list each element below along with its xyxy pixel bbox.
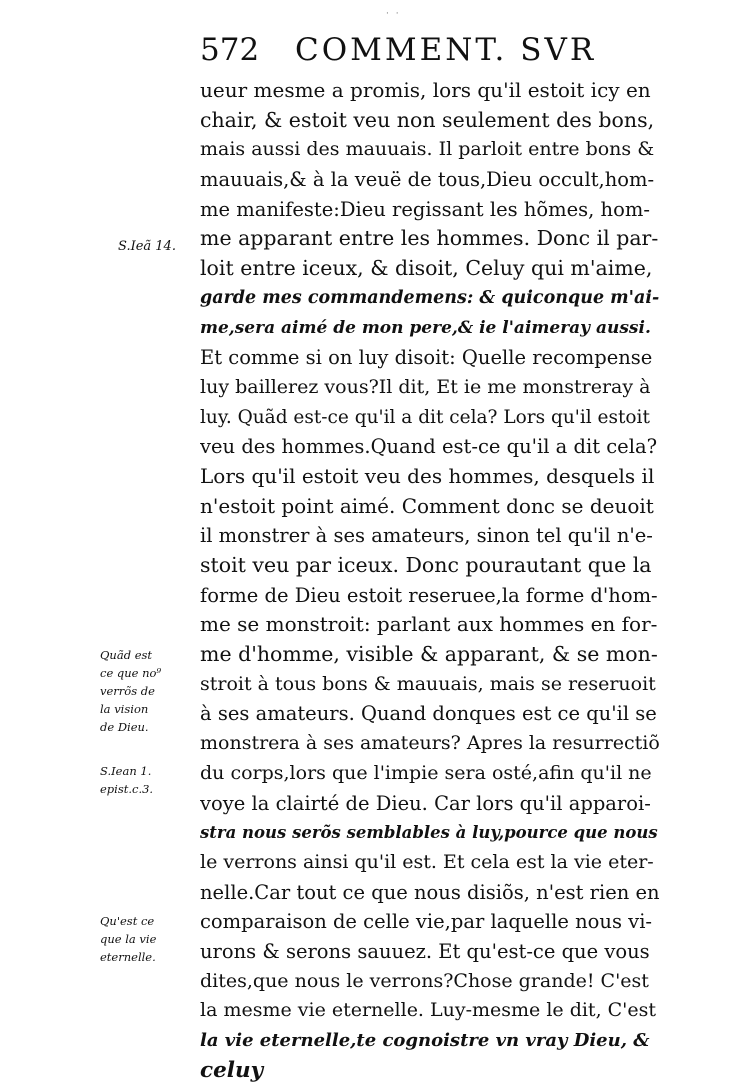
text-line: ueur mesme a promis, lors qu'il estoit icy en	[200, 78, 651, 102]
margin-note-line: la vision	[100, 702, 149, 716]
margin-note-line: S.Iean 1.	[100, 764, 152, 778]
text-line: luy baillerez vous?Il dit, Et ie me monstreray à	[200, 375, 651, 398]
text-line: celuy	[200, 1057, 264, 1083]
text-line: Lors qu'il estoit veu des hommes, desquels il	[200, 463, 655, 488]
text-line: il monstrer à ses amateurs, sinon tel qu'il n'e-	[200, 524, 653, 548]
margin-note-line: S.Ieã 14.	[118, 239, 176, 254]
page-number: 572	[200, 32, 260, 68]
top-marks: · ·	[386, 9, 401, 19]
margin-note-line: Qu'est ce	[100, 914, 155, 928]
text-line: voye la clairté de Dieu. Car lors qu'il apparoi-	[200, 791, 651, 815]
text-line: le verrons ainsi qu'il est. Et cela est la vie eter-	[200, 850, 654, 873]
text-line: comparaison de celle vie,par laquelle nous vi-	[200, 910, 653, 934]
text-line: n'estoit point aimé. Comment donc se deuoit	[200, 493, 654, 518]
text-line: forme de Dieu estoit reseruee,la forme d'hom-	[200, 583, 658, 607]
text-line: me d'homme, visible & apparant, & se mon-	[200, 642, 658, 667]
text-line: garde mes commandemens: & quiconque m'ai-	[200, 287, 660, 308]
text-line: stra nous serõs semblables à luy,pource que nous	[200, 823, 658, 843]
margin-note-line: ce que no⁹	[100, 666, 162, 680]
margin-note-line: verrõs de	[100, 684, 155, 698]
text-line: à ses amateurs. Quand donques est ce qu'il se	[200, 702, 657, 726]
margin-note-line: eternelle.	[100, 950, 156, 964]
text-line: dites,que nous le verrons?Chose grande! C'est	[200, 969, 649, 992]
margin-note-line: Quãd est	[100, 648, 153, 662]
margin-note-line: epist.c.3.	[100, 782, 154, 796]
text-line: loit entre iceux, & disoit, Celuy qui m'aime,	[200, 256, 653, 281]
text-line: mais aussi des mauuais. Il parloit entre bons &	[200, 138, 655, 161]
text-line: luy. Quãd est-ce qu'il a dit cela? Lors qu'il estoit	[200, 406, 650, 428]
running-header	[200, 30, 660, 70]
margin-note-vision-of-god	[100, 646, 200, 736]
text-line: monstrera à ses amateurs? Apres la resurrectiõ	[200, 732, 660, 755]
text-line: stoit veu par iceux. Donc pourautant que la	[200, 553, 652, 577]
text-line: me se monstroit: parlant aux hommes en for-	[200, 612, 658, 637]
running-title: COMMENT. SVR	[295, 32, 597, 68]
text-line: la mesme vie eternelle. Luy-mesme le dit, C'est	[200, 999, 657, 1022]
text-line: urons & serons sauuez. Et qu'est-ce que vous	[200, 939, 650, 963]
text-line: la vie eternelle,te cognoistre vn vray Dieu, &	[200, 1030, 650, 1051]
margin-note-ref-1-john-3	[100, 762, 200, 798]
margin-note-line: que la vie	[100, 932, 157, 946]
text-line: mauuais,& à la veuë de tous,Dieu occult,hom-	[200, 168, 655, 192]
text-line: chair, & estoit veu non seulement des bons,	[200, 107, 655, 132]
text-line: Et comme si on luy disoit: Quelle recompense	[200, 346, 653, 370]
margin-note-line: de Dieu.	[100, 720, 149, 734]
main-text-column	[200, 76, 660, 1085]
text-line: nelle.Car tout ce que nous disiõs, n'est rien en	[200, 880, 660, 904]
text-line: du corps,lors que l'impie sera osté,afin qu'il ne	[200, 761, 652, 784]
text-line: me,sera aimé de mon pere,& ie l'aimeray aussi.	[200, 317, 651, 338]
text-line: stroit à tous bons & mauuais, mais se reseruoit	[200, 672, 656, 695]
text-line: veu des hommes.Quand est-ce qu'il a dit cela?	[200, 435, 658, 459]
margin-note-eternal-life	[100, 912, 200, 966]
text-line: me manifeste:Dieu regissant les hõmes, hom-	[200, 197, 650, 221]
text-line: me apparant entre les hommes. Donc il par-	[200, 226, 659, 251]
